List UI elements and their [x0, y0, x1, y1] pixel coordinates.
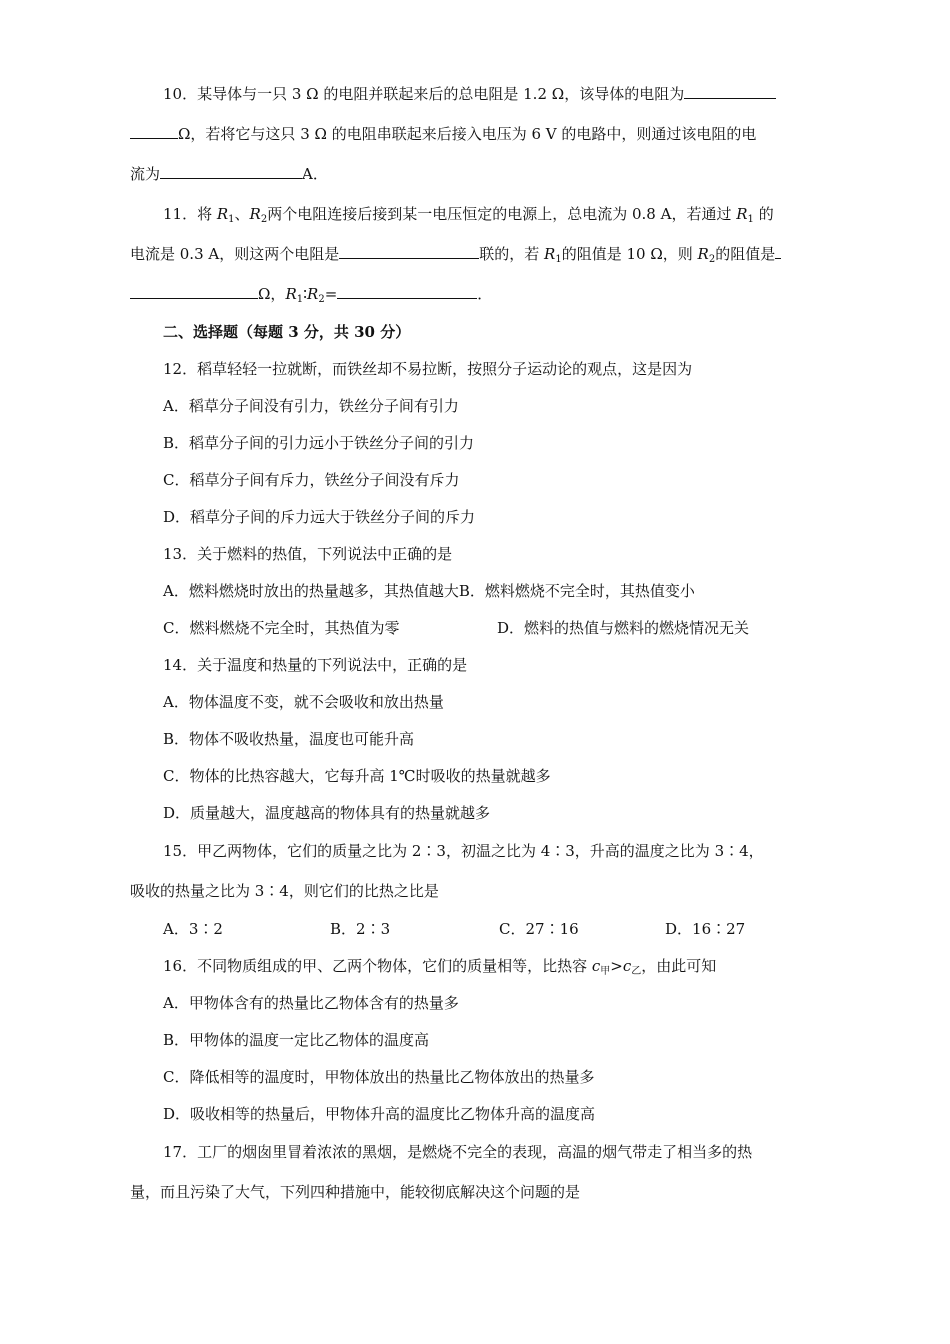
q11-r-symbol: R [544, 245, 556, 263]
q11-text-h: Ω， [258, 285, 286, 303]
q15-option-d[interactable]: D．16∶27 [665, 920, 746, 938]
q11-r-symbol: R [697, 245, 709, 263]
q11-sub-1: 1 [228, 214, 235, 225]
q11-r-symbol: R [285, 285, 297, 303]
q14-option-d[interactable]: D．质量越大，温度越高的物体具有的热量就越多 [163, 804, 491, 822]
q13-option-a[interactable]: A．燃料燃烧时放出的热量越多，其热值越大 [163, 582, 459, 600]
q15-line-2: 吸收的热量之比为 3∶4，则它们的比热之比是 [130, 882, 439, 900]
q11-line-3 [130, 284, 492, 304]
q11-sep: 、 [234, 205, 250, 223]
q11-end: ． [477, 285, 493, 303]
q14-option-a[interactable]: A．物体温度不变，就不会吸收和放出热量 [163, 693, 444, 711]
q16-c-symbol: c [591, 957, 601, 975]
q16-option-d[interactable]: D．吸收相等的热量后，甲物体升高的温度比乙物体升高的温度高 [163, 1105, 596, 1123]
q11-r-symbol: R [736, 205, 748, 223]
q15-option-a[interactable]: A．3∶2 [163, 920, 223, 938]
q11-sub-1: 1 [296, 294, 304, 305]
q15-line-1: 15．甲乙两物体，它们的质量之比为 2∶3，初温之比为 4∶3，升高的温度之比为 3∶4， [163, 842, 764, 860]
q11-text-b: 两个电阻连接后接到某一电压恒定的电源上，总电流为 0.8 A，若通过 [267, 205, 732, 223]
q11-sub-2: 2 [708, 254, 716, 265]
q13-option-c[interactable]: C．燃料燃烧不完全时，其热值为零 [163, 619, 400, 637]
q14-option-c[interactable]: C．物体的比热容越大，它每升高 1℃时吸收的热量就越多 [163, 767, 551, 785]
q15-option-b[interactable]: B．2∶3 [330, 920, 391, 938]
q10-line-2 [130, 124, 756, 144]
q12-option-d[interactable]: D．稻草分子间的斥力远大于铁丝分子间的斥力 [163, 508, 476, 526]
q16-sub-jia: 甲 [600, 966, 611, 977]
q12-stem: 12．稻草轻轻一拉就断，而铁丝却不易拉断，按照分子运动论的观点，这是因为 [163, 360, 693, 378]
q16-stem [163, 956, 716, 976]
q10-text-3a: 流为 [130, 165, 161, 183]
q11-r-symbol: R [307, 285, 319, 303]
q17-line-2: 量，而且污染了大气，下列四种措施中，能较彻底解决这个问题的是 [130, 1183, 581, 1201]
q11-blank-1[interactable] [339, 244, 479, 259]
q11-sub-1: 1 [747, 214, 754, 225]
q10-blank-2[interactable] [160, 164, 302, 179]
q11-text-a: 11．将 [163, 205, 217, 223]
q12-option-b[interactable]: B．稻草分子间的引力远小于铁丝分子间的引力 [163, 434, 475, 452]
q13-options-row-1 [163, 581, 695, 601]
q10-blank-1[interactable] [684, 84, 776, 99]
q11-eq: = [324, 285, 338, 303]
q11-r-symbol: R [216, 205, 229, 223]
q16-option-a[interactable]: A．甲物体含有的热量比乙物体含有的热量多 [163, 994, 459, 1012]
q11-ratio: ∶ [303, 285, 308, 303]
q11-text-f: 的阻值是 10 Ω，则 [561, 245, 693, 263]
q10-line-3 [130, 164, 328, 184]
q11-sub-2: 2 [318, 294, 325, 305]
q12-option-a[interactable]: A．稻草分子间没有引力，铁丝分子间有引力 [163, 397, 459, 415]
q11-sub-1: 1 [555, 254, 562, 265]
q11-text-d: 电流是 0.3 A，则这两个电阻是 [130, 245, 340, 263]
q13-stem: 13．关于燃料的热值，下列说法中正确的是 [163, 545, 453, 563]
q17-line-1: 17．工厂的烟囱里冒着浓浓的黑烟，是燃烧不完全的表现，高温的烟气带走了相当多的热 [163, 1143, 753, 1161]
q11-text-c: 的 [758, 205, 774, 223]
q11-blank-2[interactable] [775, 244, 781, 259]
q16-stem-text: 16．不同物质组成的甲、乙两个物体，它们的质量相等，比热容 [163, 957, 592, 975]
q16-option-b[interactable]: B．甲物体的温度一定比乙物体的温度高 [163, 1031, 430, 1049]
q11-blank-3[interactable] [337, 284, 477, 299]
q14-option-b[interactable]: B．物体不吸收热量，温度也可能升高 [163, 730, 415, 748]
q10-text-3b: A． [302, 165, 328, 183]
q16-stem-tail: ，由此可知 [641, 957, 717, 975]
q11-text-e: 联的，若 [479, 245, 540, 263]
q11-text-g: 的阻值是 [715, 245, 776, 263]
q16-option-c[interactable]: C．降低相等的温度时，甲物体放出的热量比乙物体放出的热量多 [163, 1068, 595, 1086]
q12-option-c[interactable]: C．稻草分子间有斥力，铁丝分子间没有斥力 [163, 471, 460, 489]
q15-option-c[interactable]: C．27∶16 [499, 920, 579, 938]
q10-text-2: Ω，若将它与这只 3 Ω 的电阻串联起来后接入电压为 6 V 的电路中，则通过该电阻的电 [178, 125, 757, 143]
section-heading: 二、选择题（每题 3 分，共 30 分） [163, 323, 411, 341]
q10-text-1: 10．某导体与一只 3 Ω 的电阻并联起来后的总电阻是 1.2 Ω，该导体的电阻为 [163, 85, 685, 103]
q16-gt: > [610, 957, 623, 975]
q11-blank-2-cont[interactable] [130, 284, 258, 299]
q10-line-1 [163, 84, 776, 104]
q10-blank-1-cont[interactable] [130, 124, 178, 139]
q14-stem: 14．关于温度和热量的下列说法中，正确的是 [163, 656, 468, 674]
q16-sub-yi: 乙 [631, 966, 642, 977]
q11-sub-2: 2 [260, 214, 268, 225]
q16-c-symbol: c [622, 957, 632, 975]
q11-line-1 [163, 204, 774, 224]
q11-line-2 [130, 244, 781, 264]
q13-option-b[interactable]: B．燃料燃烧不完全时，其热值变小 [458, 582, 695, 600]
q13-option-d[interactable]: D．燃料的热值与燃料的燃烧情况无关 [497, 619, 750, 637]
q11-r-symbol: R [249, 205, 261, 223]
